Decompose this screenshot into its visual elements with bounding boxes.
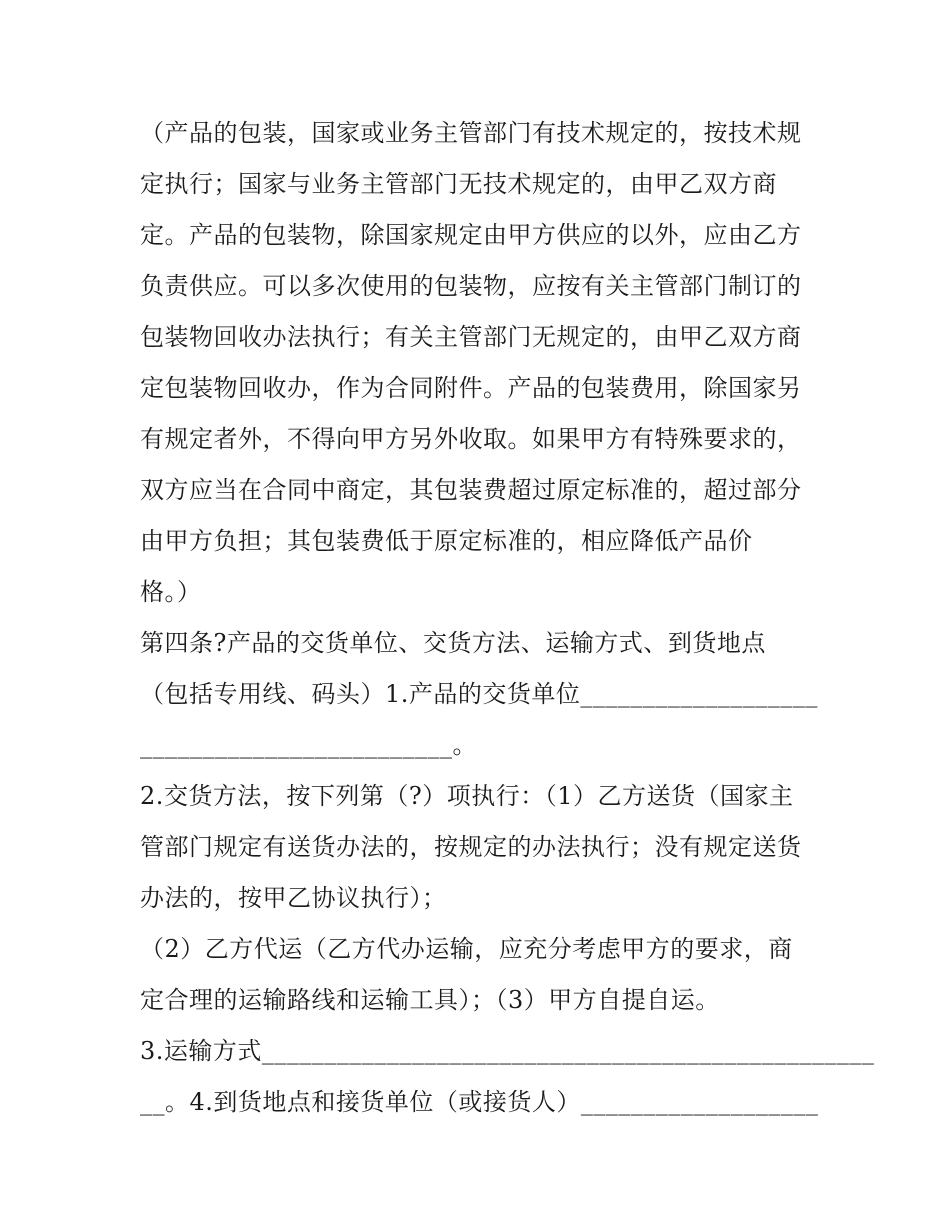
text-line: 双方应当在合同中商定，其包装费超过原定标准的，超过部分 — [140, 476, 802, 504]
text-line: （产品的包装，国家或业务主管部门有技术规定的，按技术规 — [140, 119, 802, 147]
text-line: __。4.到货地点和接货单位（或接货人）___________________ — [140, 1088, 819, 1116]
text-line: （包括专用线、码头）1.产品的交货单位___________________ — [140, 680, 818, 708]
text-line: 负责供应。可以多次使用的包装物，应按有关主管部门制订的 — [140, 272, 802, 300]
text-line: 定包装物回收办，作为合同附件。产品的包装费用，除国家另 — [140, 374, 802, 402]
text-line: 2.交货方法，按下列第（?）项执行：（1）乙方送货（国家主 — [140, 782, 794, 810]
text-line: 办法的，按甲乙协议执行）； — [140, 884, 447, 912]
text-line: 包装物回收办法执行；有关主管部门无规定的，由甲乙双方商 — [140, 323, 802, 351]
text-line: 有规定者外，不得向甲方另外收取。如果甲方有特殊要求的， — [140, 425, 802, 453]
document-body — [140, 108, 875, 1128]
text-line: 定合理的运输路线和运输工具）；（3）甲方自提自运。 — [140, 986, 720, 1014]
text-line: 格。） — [140, 578, 202, 606]
text-line: 3.运输方式_________________________________________________ — [140, 1037, 875, 1065]
article-heading: 第四条?产品的交货单位、交货方法、运输方式、到货地点 — [140, 629, 766, 657]
text-line: 管部门规定有送货办法的，按规定的办法执行；没有规定送货 — [140, 833, 802, 861]
text-line: 定。产品的包装物，除国家规定由甲方供应的以外，应由乙方 — [140, 221, 802, 249]
text-line: 由甲方负担；其包装费低于原定标准的，相应降低产品价 — [140, 527, 753, 555]
text-line: _________________________。 — [140, 731, 477, 759]
text-line: （2）乙方代运（乙方代办运输，应充分考虑甲方的要求，商 — [140, 935, 793, 963]
text-line: 定执行；国家与业务主管部门无技术规定的，由甲乙双方商 — [140, 170, 777, 198]
